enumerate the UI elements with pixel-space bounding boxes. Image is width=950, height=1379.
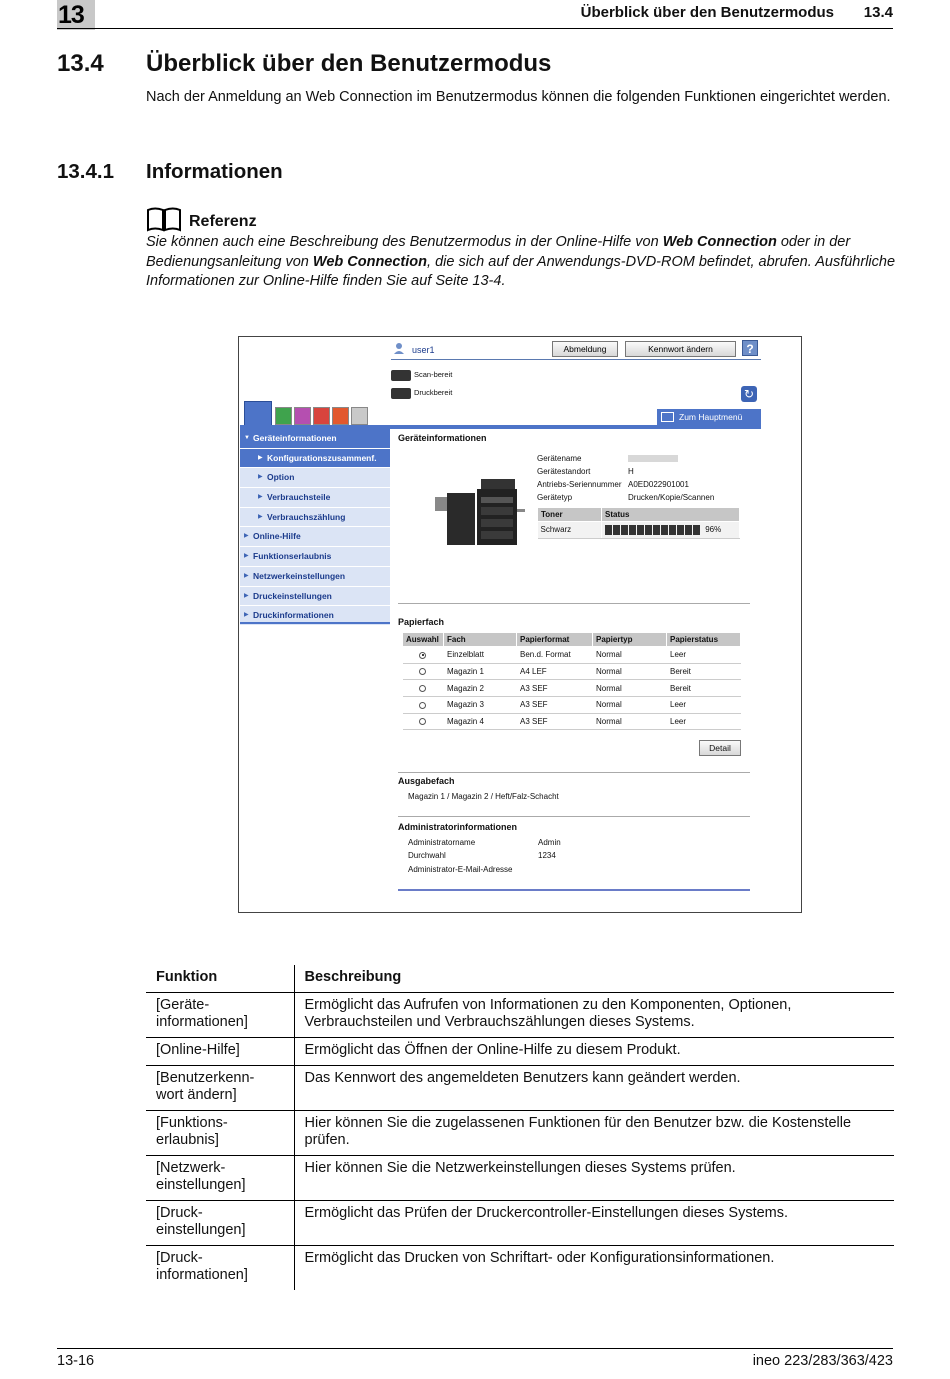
device-location-label: Gerätestandort [537,467,591,476]
function-cell: [Netzwerk- einstellungen] [146,1156,294,1201]
footer-rule [57,1348,893,1349]
web-connection-term: Web Connection [312,253,428,270]
table-row [146,1038,894,1066]
admin-name-value: Admin [538,838,561,847]
toner-level-bar [605,525,701,534]
paper-status: Leer [667,647,741,664]
function-cell: [Benutzerkenn- wort ändern] [146,1066,294,1111]
tab-direct-print[interactable] [313,407,330,425]
web-connection-term: Web Connection [662,234,777,250]
tab-job[interactable] [275,407,292,425]
table-row [146,993,894,1038]
toner-bar-segment [645,525,652,535]
help-icon[interactable]: ? [742,340,758,356]
sidebar-nav [240,429,390,626]
user-name: user1 [412,345,435,355]
book-icon [146,206,182,232]
running-section-number: 13.4 [863,4,893,21]
page-number: 13-16 [57,1353,95,1369]
paper-radio[interactable] [419,718,426,725]
scanner-icon [391,370,411,381]
toner-bar-segment [629,525,636,535]
paper-radio[interactable] [419,668,426,675]
toner-level-text: 96% [705,524,722,534]
top-divider [391,359,761,360]
divider [398,816,750,817]
description-cell: Hier können Sie die Netzwerkeinstellungen dieses Systems prüfen. [294,1156,894,1201]
description-cell: Ermöglicht das Drucken von Schriftart- oder Konfigurationsinformationen. [304,1250,775,1266]
scan-status: Scan-bereit [391,368,452,382]
device-type-label: Gerätetyp [537,493,573,502]
paper-tray: Einzelblatt [444,647,517,664]
paper-tray: Magazin 2 [444,680,517,697]
function-cell: [Funktions- erlaubnis] [146,1111,294,1156]
description-cell: Das Kennwort des angemeldeten Benutzers kann geändert werden. [294,1066,894,1111]
table-row [146,1156,894,1201]
serial-value: A0ED022901001 [628,480,689,489]
paper-status: Bereit [667,680,741,697]
paper-format: A3 SEF [517,680,593,697]
admin-email-label: Administrator-E-Mail-Adresse [408,865,513,874]
toner-bar-segment [685,525,692,535]
device-type-value: Drucken/Kopie/Scannen [628,493,715,502]
sidebar-item-option[interactable]: ▶ Option [240,468,390,488]
function-header: Funktion [146,965,294,993]
paper-format: Ben.d. Format [517,647,593,664]
refresh-icon[interactable]: ↻ [741,386,757,402]
paper-status: Bereit [667,663,741,680]
paper-select-cell [403,663,444,680]
subsection-title: Informationen [146,160,283,183]
description-cell: Ermöglicht das Prüfen der Druckercontroller-Einstellungen dieses Systems. [294,1201,894,1246]
paper-format: A4 LEF [517,663,593,680]
content-title: Geräteinformationen [398,433,487,443]
user-icon [393,342,405,354]
paper-select-cell [403,697,444,714]
device-location-value: H [628,467,634,476]
detail-button[interactable]: Detail [699,740,741,756]
toner-color: Schwarz [538,522,602,539]
description-cell: Hier können Sie die zugelassenen Funktionen für den Benutzer bzw. die Kostenstelle prüfen. [294,1111,894,1156]
paper-table [402,632,741,730]
function-cell: [Druck- einstellungen] [146,1201,294,1246]
printer-image [431,473,526,549]
sidebar-item-device-info[interactable]: ▼ Geräteinformationen [240,429,390,449]
sidebar-item-network[interactable]: ▶ Netzwerkeinstellungen [240,567,390,587]
paper-type: Normal [593,647,667,664]
toner-header: Toner [538,508,602,522]
paper-format: A3 SEF [517,713,593,730]
paper-radio[interactable] [419,652,426,659]
toner-bar-segment [637,525,644,535]
function-cell: [Druck- informationen] [146,1246,294,1291]
sidebar-item-print-info[interactable]: ▶ Druckinformationen [240,606,390,626]
tab-settings[interactable] [351,407,368,425]
logout-button[interactable]: Abmeldung [552,341,618,357]
chapter-number: 13 [58,1,84,29]
paper-status: Leer [667,713,741,730]
divider [398,772,750,773]
product-name: ineo 223/283/363/423 [752,1353,893,1369]
sidebar-bottom-rule [240,622,390,624]
paper-select-cell [403,647,444,664]
paper-title: Papierfach [398,617,445,627]
running-title: Überblick über den Benutzermodus [580,4,834,21]
toner-bar-segment [613,525,620,535]
serial-label: Antriebs-Seriennummer [537,480,622,489]
section-number: 13.4 [57,50,104,77]
output-title: Ausgabefach [398,776,455,786]
paper-row [403,697,741,714]
paper-tray: Magazin 1 [444,663,517,680]
paper-row [403,647,741,664]
tab-information[interactable] [244,401,272,426]
sidebar-item-consumables[interactable]: ▶ Verbrauchsteile [240,488,390,508]
paper-col-format: Papierformat [517,633,593,647]
paper-type: Normal [593,680,667,697]
tab-store-address[interactable] [332,407,349,425]
device-name-value-redacted [628,455,678,462]
paper-radio[interactable] [419,685,426,692]
tab-box[interactable] [294,407,311,425]
toner-bar-segment [605,525,612,535]
toner-bar-segment [669,525,676,535]
toner-bar-segment [677,525,684,535]
change-password-button[interactable]: Kennwort ändern [625,341,736,357]
home-icon [661,412,674,422]
toner-bar-segment [661,525,668,535]
admin-name-label: Administratorname [408,838,476,847]
description-cell: Ermöglicht das Aufrufen von Informationen zu den Komponenten, Optionen, Verbrauchsteilen und Verbrauchszählungen dieses Systems. [294,993,894,1038]
paper-type: Normal [593,713,667,730]
admin-title: Administratorinformationen [398,822,518,832]
sidebar-item-print-settings[interactable]: ▶ Druckeinstellungen [240,587,390,607]
main-menu-link[interactable]: Zum Hauptmenü [657,409,761,425]
section-title: Überblick über den Benutzermodus [146,50,552,77]
paper-row [403,663,741,680]
function-cell: [Geräte- informationen] [146,993,294,1038]
sidebar-item-consumption-count[interactable]: ▶ Verbrauchszählung [240,508,390,528]
paper-format: A3 SEF [517,697,593,714]
admin-ext-value: 1234 [538,851,556,860]
paper-tray: Magazin 4 [444,713,517,730]
paper-col-status: Papierstatus [667,633,741,647]
description-header: Beschreibung [294,965,894,993]
paper-type: Normal [593,697,667,714]
subsection-number: 13.4.1 [57,160,114,183]
reference-title: Referenz [189,213,257,230]
content-bottom-rule [398,889,750,891]
sidebar-item-config-summary[interactable]: ▶ Konfigurationszusammenf. [240,449,390,469]
toner-table [537,507,740,539]
reference-text: Sie können auch eine Beschreibung des Benutzermodus in der Online-Hilfe von Web Connection oder in der Bedienungsanleitung von Web Connection, die sich auf der Anwendungs-DVD-ROM befindet, abrufen. Ausführliche Informationen zur Online-Hilfe finden Sie auf Seite 13-4. [146,234,896,289]
paper-select-cell [403,713,444,730]
paper-status: Leer [667,697,741,714]
header-rule [57,28,893,29]
output-value: Magazin 1 / Magazin 2 / Heft/Falz-Schacht [408,792,559,801]
function-cell: [Online-Hilfe] [146,1038,294,1066]
paper-select-cell [403,680,444,697]
sidebar-item-permissions[interactable]: ▶ Funktionserlaubnis [240,547,390,567]
paper-col-select: Auswahl [403,633,444,647]
printer-status-icon [391,388,411,399]
toner-status [602,522,740,539]
device-name-label: Gerätename [537,454,582,463]
paper-row [403,680,741,697]
paper-row [403,713,741,730]
status-header: Status [602,508,740,522]
paper-type: Normal [593,663,667,680]
description-cell: Ermöglicht das Öffnen der Online-Hilfe zu diesem Produkt. [294,1038,894,1066]
table-row [146,1111,894,1156]
divider [398,603,750,604]
function-table [146,965,894,1290]
toner-bar-segment [621,525,628,535]
table-row [146,1246,894,1291]
toner-bar-segment [653,525,660,535]
paper-col-type: Papiertyp [593,633,667,647]
toner-bar-segment [693,525,700,535]
table-row [146,1201,894,1246]
paper-radio[interactable] [419,702,426,709]
web-connection-screenshot [238,336,802,913]
section-intro: Nach der Anmeldung an Web Connection im Benutzermodus können die folgenden Funktionen eingerichtet werden. [146,89,891,105]
print-status: Druckbereit [391,386,452,400]
sidebar-item-online-help[interactable]: ▶ Online-Hilfe [240,527,390,547]
table-row [146,1066,894,1111]
paper-tray: Magazin 3 [444,697,517,714]
paper-col-tray: Fach [444,633,517,647]
admin-ext-label: Durchwahl [408,851,446,860]
